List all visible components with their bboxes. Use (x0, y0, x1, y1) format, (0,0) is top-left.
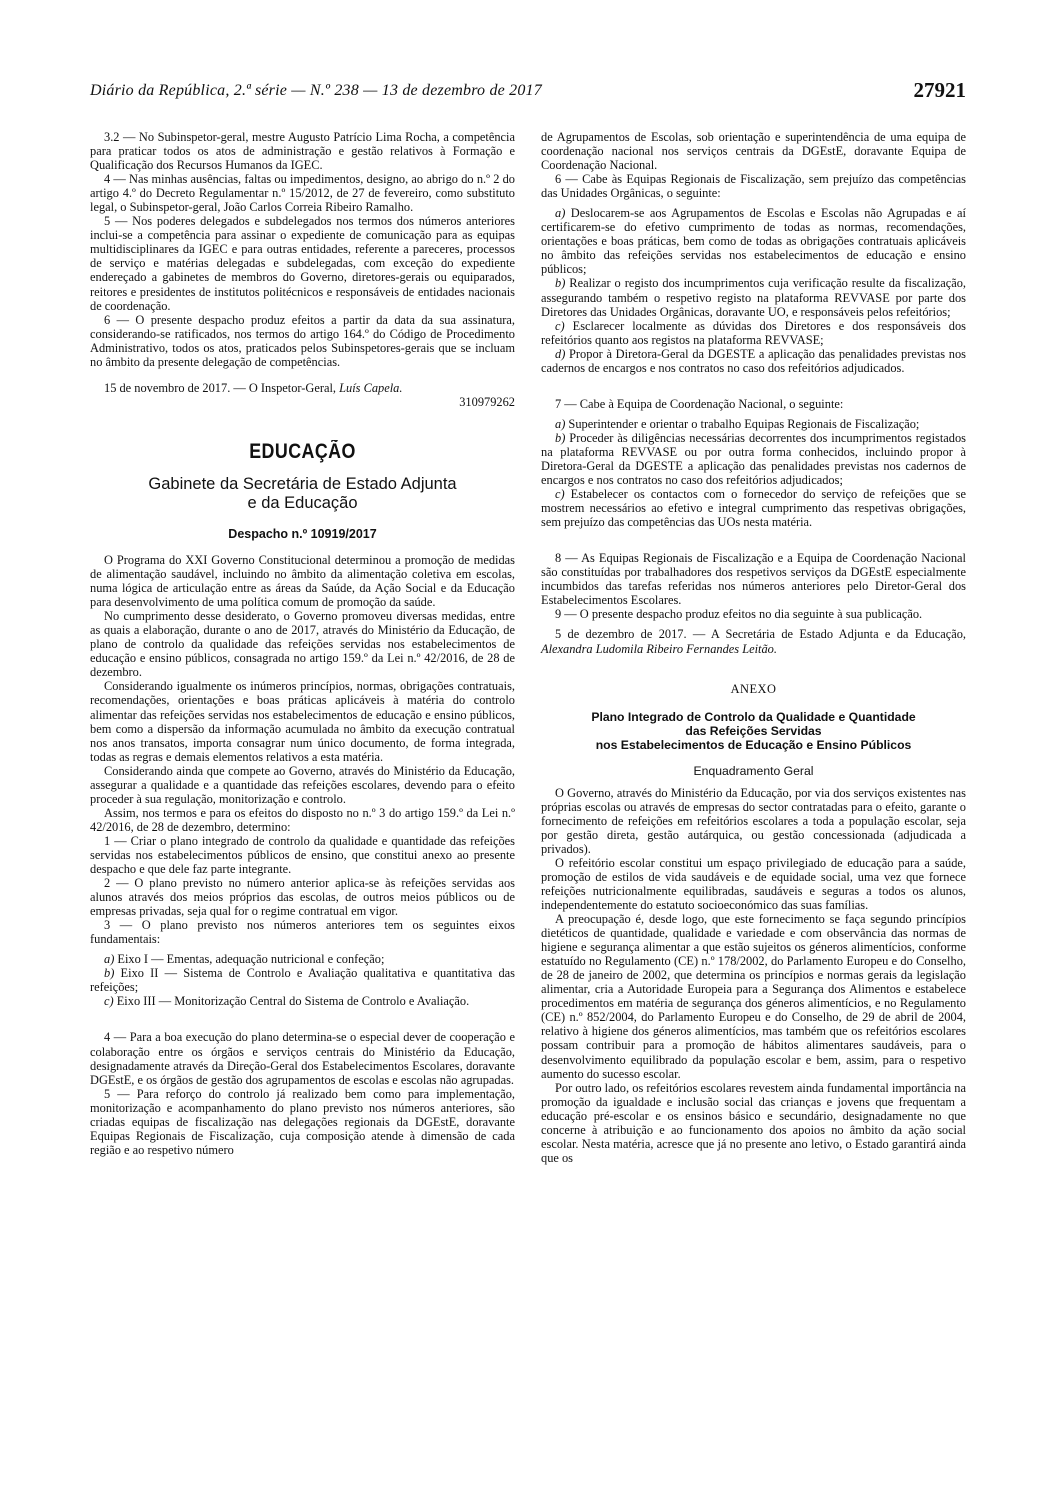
paragraph: 6 — O presente despacho produz efeitos a partir da data da sua assinatura, considerando-se ratificados, nos termos do artigo 164.º do Código de Procedimento Administrativo, todos os atos, praticados pelos Subinspetores-gerais que se incluam no âmbito da presente delegação de competências. (90, 312, 515, 369)
running-title: Diário da República, 2.ª série — N.º 238 — 13 de dezembro de 2017 (90, 82, 542, 99)
annex-title: ANEXO (730, 681, 777, 696)
paragraph: No cumprimento desse desiderato, o Governo promoveu diversas medidas, entre as quais a elaboração, durante o ano de 2017, através do Ministério da Educação, de plano de controlo da qualidade das refeições servidas nos estabelecimentos de educação e ensino públicos, consagrada no artigo 159.º da Lei n.º 42/2016, de 28 de dezembro. (90, 609, 515, 680)
paragraph: O refeitório escolar constitui um espaço privilegiado de educação para a saúde, promoção de estilos de vida saudáveis e de equidade social, uma vez que fornece refeições nutricionalmente equilibradas, saudáveis e seguras a todos os alunos, independentemente do estatuto socioeconómico das suas famílias. (541, 855, 966, 913)
subsection-title: Enquadramento Geral (693, 763, 814, 778)
paragraph: 6 — Cabe às Equipas Regionais de Fiscalização, sem prejuízo das competências das Unidades Orgânicas, o seguinte: (541, 172, 966, 201)
paragraph: 4 — Para a boa execução do plano determina-se o especial dever de cooperação e colaboração entre os órgãos e serviços centrais do Ministério da Educação, designadamente através da Direção-Geral dos Estabelecimentos Escolares, doravante DGEstE, e os órgãos de gestão dos agrupamentos de escolas e escolas não agrupadas. (90, 1030, 515, 1087)
list-item: a) Deslocarem-se aos Agrupamentos de Escolas e Escolas não Agrupadas e aí certificarem-se do efetivo cumprimento de todas as normas, recomendações, orientações e boas práticas, bem como de todas as obrigações contratuais aplicáveis no âmbito das refeições servidas nos estabelecimentos de educação e ensino públicos; (541, 206, 966, 277)
section-title: EDUCAÇÃO (249, 439, 356, 463)
signature-line: 15 de novembro de 2017. — O Inspetor-Geral, Luís Capela. (104, 380, 403, 395)
page-number: 27921 (913, 78, 966, 102)
document-code: 310979262 (459, 394, 515, 409)
paragraph: 3 — O plano previsto nos números anteriores tem os seguintes eixos fundamentais: (90, 918, 515, 947)
signature-line: 5 de dezembro de 2017. — A Secretária de Estado Adjunta e da Educação, Alexandra Ludomila Ribeiro Fernandes Leitão. (541, 627, 966, 656)
signatory-name: Luís Capela. (339, 380, 403, 395)
paragraph: 3.2 — No Subinspetor-geral, mestre Augusto Patrício Lima Rocha, a competência para praticar todos os atos de administração e gestão relativos à Formação e Qualificação dos Recursos Humanos da IGEC. (90, 130, 515, 173)
list-item: d) Propor à Diretora-Geral da DGESTE a aplicação das penalidades previstas nos cadernos de encargos e nos contratos no caso dos refeitórios adjudicados. (541, 346, 966, 375)
paragraph: Assim, nos termos e para os efeitos do disposto no n.º 3 do artigo 159.º da Lei n.º 42/2016, de 28 de dezembro, determino: (90, 805, 515, 834)
paragraph: O Programa do XXI Governo Constitucional determinou a promoção de medidas de alimentação saudável, incluindo no âmbito da alimentação coletiva em escolas, numa lógica de articulação entre as áreas da Saúde, da Ação Social e da Educação para desenvolvimento de uma política comum de promoção da saúde. (90, 552, 515, 610)
list-item: b) Proceder às diligências necessárias decorrentes dos incumprimentos registados na plataforma REVVASE ou por outra forma conhecidos, incluindo propor à Diretora-Geral da DGESTE a aplicação das penalidades previstas nos cadernos de encargos e nos contratos no caso dos refeitórios adjudicados; (541, 430, 966, 488)
paragraph: 8 — As Equipas Regionais de Fiscalização e a Equipa de Coordenação Nacional são constituídas por trabalhadores dos respetivos serviços da DGEstE especialmente incumbidos das tarefas referidas nos números anteriores pelo Diretor-Geral dos Estabelecimentos Escolares. (541, 551, 966, 608)
list-item: c) Eixo III — Monitorização Central do Sistema de Controlo e Avaliação. (104, 994, 470, 1009)
paragraph: O Governo, através do Ministério da Educação, por via dos serviços existentes nas próprias escolas ou através de empresas do sector contratadas para o efeito, garante o fornecimento de refeições em refeitórios escolares a toda a população escolar, seja por gestão direta, gestão autárquica, ou gestão concessionada (adjudicada a privados). (541, 785, 966, 856)
despacho-title: Despacho n.º 10919/2017 (228, 526, 377, 541)
paragraph: 9 — O presente despacho produz efeitos no dia seguinte à sua publicação. (555, 607, 923, 622)
office-title: Gabinete da Secretária de Estado Adjunta e da Educação (148, 474, 457, 512)
paragraph: A preocupação é, desde logo, que este fornecimento se faça segundo princípios dietéticos de quantidade, qualidade e variedade e com observância das normas de higiene e segurança alimentar a que estão sujeitos os géneros alimentícios, conforme estatuído no Regulamento (CE) n.º 178/2002, do Parlamento Europeu e do Conselho, de 28 de janeiro de 2002, que determina os princípios e normas gerais da legislação alimentar, cria a Autoridade Europeia para a Segurança dos Alimentos e estabelece procedimentos em matéria de segurança dos géneros alimentícios, e no Regulamento (CE) n.º 852/2004, do Parlamento Europeu e do Conselho, de 29 de abril de 2004, relativo à higiene dos géneros alimentícios, mas também que os refeitórios escolares possam contribuir para a promoção de hábitos alimentares saudáveis, para o desenvolvimento equilibrado da população escolar e bem, assim, para o respetivo aumento do sucesso escolar. (541, 912, 966, 1081)
page-header (90, 78, 966, 108)
list-item: a) Superintender e orientar o trabalho Equipas Regionais de Fiscalização; (555, 416, 920, 431)
left-column (90, 130, 515, 1157)
paragraph: Considerando igualmente os inúmeros princípios, normas, obrigações contratuais, recomendações, orientações e boas práticas aplicáveis à matéria do controlo alimentar das refeições servidas nos estabelecimentos de educação e ensino públicos, bem como a dispersão da informação acumulada no âmbito da execução contratual nos anos transatos, importa consagrar num único documento, de forma integrada, todas as regras e demais elementos relativos a esta matéria. (90, 679, 515, 764)
list-item: b) Realizar o registo dos incumprimentos cuja verificação resulte da fiscalização, assegurando também o respetivo registo na plataforma REVVASE por parte dos Diretores das Unidades Orgânicas, doravante UO, e responsáveis pelos refeitórios; (541, 276, 966, 319)
paragraph: de Agrupamentos de Escolas, sob orientação e superintendência de uma equipa de coordenação nacional nos serviços centrais da DGEstE, doravante Equipa de Coordenação Nacional. (541, 130, 966, 173)
paragraph: 5 — Nos poderes delegados e subdelegados nos termos dos números anteriores inclui-se a competência para assinar o expediente de comunicação para as equipas multidisciplinares da IGEC e para outras entidades, referente a pareceres, processos de serviço e matérias delegadas e subdelegadas, com exceção do expediente endereçado a gabinetes de membros do Governo, diretores-gerais ou equiparados, reitores e presidentes de institutos politécnicos e responsáveis de entidades nacionais de coordenação. (90, 214, 515, 313)
paragraph: 7 — Cabe à Equipa de Coordenação Nacional, o seguinte: (555, 396, 844, 411)
signatory-name: Alexandra Ludomila Ribeiro Fernandes Leitão. (541, 641, 777, 656)
list-item: b) Eixo II — Sistema de Controlo e Avaliação qualitativa e quantitativa das refeições; (90, 966, 515, 995)
list-item: c) Estabelecer os contactos com o fornecedor do serviço de refeições que se mostrem necessários ao efetivo e integral cumprimento das respetivas obrigações, sem prejuízo das competências das UOs nesta matéria. (541, 487, 966, 530)
list-item: c) Esclarecer localmente as dúvidas dos Diretores e dos responsáveis dos refeitórios quanto aos registos na plataforma REVVASE; (541, 318, 966, 347)
list-item: a) Eixo I — Ementas, adequação nutricional e confeção; (104, 952, 385, 967)
paragraph: 2 — O plano previsto no número anterior aplica-se às refeições servidas aos alunos através dos meios próprios das escolas, de outros meios públicos ou de empresas privadas, seja qual for o regime contratual em vigor. (90, 876, 515, 919)
paragraph: 1 — Criar o plano integrado de controlo da qualidade e quantidade das refeições servidas nos estabelecimentos públicos de ensino, que constitui anexo ao presente despacho e que dele faz parte integrante. (90, 833, 515, 877)
paragraph: Considerando ainda que compete ao Governo, através do Ministério da Educação, assegurar a qualidade e a quantidade das refeições escolares, devendo para o efeito proceder à sua regulação, monitorização e controlo. (90, 763, 515, 806)
right-column (541, 130, 966, 1165)
plan-title: Plano Integrado de Controlo da Qualidade e Quantidade das Refeições Servidas nos Estabelecimentos de Educação e Ensino Públicos (591, 709, 916, 752)
paragraph: 4 — Nas minhas ausências, faltas ou impedimentos, designo, ao abrigo do n.º 2 do artigo 4.º do Decreto Regulamentar n.º 15/2012, de 27 de fevereiro, como substituto legal, o Subinspetor-geral, João Carlos Correia Ribeiro Ramalho. (90, 172, 515, 215)
paragraph: 5 — Para reforço do controlo já realizado bem como para implementação, monitorização e acompanhamento do plano previsto nos números anteriores, são criadas equipas de fiscalização nas delegações regionais da DGEstE, doravante Equipas Regionais de Fiscalização, cuja composição atende à dimensão de cada região e ao respetivo número (90, 1086, 515, 1157)
paragraph: Por outro lado, os refeitórios escolares revestem ainda fundamental importância na promoção da igualdade e inclusão social das crianças e jovens que frequentam a educação pré-escolar e os ensinos básico e secundário, designadamente no que concerne à atribuição e ao funcionamento dos apoios no âmbito da ação social escolar. Nesta matéria, acresce que já no presente ano letivo, o Estado garantirá ainda que os (541, 1080, 966, 1165)
